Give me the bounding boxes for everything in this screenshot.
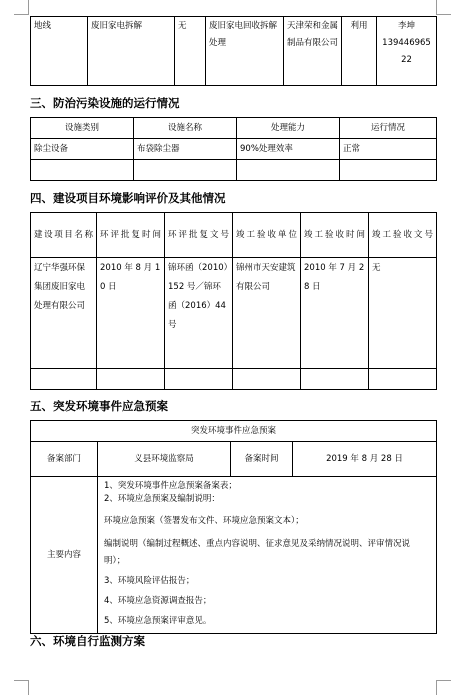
table-cell: 锦州市天安建筑有限公司 bbox=[233, 258, 301, 369]
table-cell: 天津荣和金属制品有限公司 bbox=[284, 17, 342, 86]
emergency-plan-table bbox=[30, 420, 437, 634]
table-cell: 正常 bbox=[340, 139, 437, 160]
list-item: 5、环境应急预案评审意见。 bbox=[104, 616, 212, 626]
column-header: 竣工验收单位 bbox=[233, 213, 301, 258]
table-cell: 2010 年 7 月 28 日 bbox=[301, 258, 369, 369]
section-heading: 三、防治污染设施的运行情况 bbox=[30, 96, 180, 110]
column-header: 建设项目名称 bbox=[31, 213, 97, 258]
list-item: 环境应急预案（签署发布文件、环境应急预案文本）； bbox=[104, 516, 304, 526]
table-header-row bbox=[31, 118, 437, 139]
table-cell bbox=[31, 369, 97, 390]
table-cell: 锦环函（2010）152 号／锦环函（2016）44 号 bbox=[165, 258, 233, 369]
table-row bbox=[31, 477, 437, 634]
table-title-row bbox=[31, 421, 437, 442]
content-list bbox=[98, 477, 437, 634]
table-cell bbox=[301, 369, 369, 390]
table-row bbox=[31, 139, 437, 160]
table-cell bbox=[233, 369, 301, 390]
section-heading: 五、突发环境事件应急预案 bbox=[30, 399, 168, 413]
crop-mark-top-right bbox=[436, 0, 451, 15]
list-item: 3、环境风险评估报告； bbox=[104, 576, 195, 586]
record-time-label: 备案时间 bbox=[231, 442, 293, 477]
record-dept-label: 备案部门 bbox=[31, 442, 98, 477]
record-dept-value: 义县环境监察局 bbox=[98, 442, 231, 477]
section-heading: 四、建设项目环境影响评价及其他情况 bbox=[30, 191, 226, 205]
column-header: 运行情况 bbox=[340, 118, 437, 139]
table-cell bbox=[340, 160, 437, 181]
table-row bbox=[31, 17, 437, 86]
column-header: 环评批复文号 bbox=[165, 213, 233, 258]
list-item: 1、突发环境事件应急预案备案表； bbox=[104, 481, 237, 491]
table-cell: 90%处理效率 bbox=[237, 139, 340, 160]
table-cell: 废旧家电回收拆解处理 bbox=[206, 17, 284, 86]
table-cell: 辽宁华强环保集团废旧家电处理有限公司 bbox=[31, 258, 97, 369]
table-row bbox=[31, 258, 437, 369]
section-heading: 六、环境自行监测方案 bbox=[30, 634, 145, 648]
table-row bbox=[31, 442, 437, 477]
pollution-facility-table bbox=[30, 117, 437, 181]
column-header: 竣工验收时间 bbox=[301, 213, 369, 258]
table-cell: 无 bbox=[369, 258, 437, 369]
contact-phone: 13944696522 bbox=[382, 38, 431, 65]
column-header: 环评批复时间 bbox=[97, 213, 165, 258]
table-cell: 2010 年 8 月 10 日 bbox=[97, 258, 165, 369]
table-header-row bbox=[31, 213, 437, 258]
crop-mark-top-left bbox=[14, 0, 29, 15]
hazardous-waste-table bbox=[30, 16, 437, 86]
table-cell: 布袋除尘器 bbox=[134, 139, 237, 160]
contact-name: 李坤 bbox=[397, 21, 415, 31]
contact-cell bbox=[377, 17, 437, 86]
content-label: 主要内容 bbox=[31, 477, 98, 634]
table-cell bbox=[237, 160, 340, 181]
table-cell: 废旧家电拆解 bbox=[88, 17, 175, 86]
table-cell bbox=[31, 160, 134, 181]
table-cell bbox=[97, 369, 165, 390]
table-row-empty bbox=[31, 160, 437, 181]
table-cell: 地线 bbox=[31, 17, 88, 86]
record-time-value: 2019 年 8 月 28 日 bbox=[293, 442, 437, 477]
eia-table bbox=[30, 212, 437, 390]
column-header: 设施类别 bbox=[31, 118, 134, 139]
table-cell: 除尘设备 bbox=[31, 139, 134, 160]
table-cell bbox=[165, 369, 233, 390]
table-cell: 无 bbox=[175, 17, 206, 86]
column-header: 设施名称 bbox=[134, 118, 237, 139]
table-cell bbox=[369, 369, 437, 390]
table-row-empty bbox=[31, 369, 437, 390]
crop-mark-bottom-left bbox=[14, 680, 29, 695]
column-header: 处理能力 bbox=[237, 118, 340, 139]
list-item: 4、环境应急资源调查报告； bbox=[104, 596, 212, 606]
table-title: 突发环境事件应急预案 bbox=[31, 421, 437, 442]
list-item: 编制说明（编制过程概述、重点内容说明、征求意见及采纳情况说明、评审情况说明）； bbox=[104, 539, 411, 566]
crop-mark-bottom-right bbox=[436, 680, 451, 695]
table-cell bbox=[134, 160, 237, 181]
table-cell: 利用 bbox=[342, 17, 377, 86]
column-header: 竣工验收文号 bbox=[369, 213, 437, 258]
list-item: 2、环境应急预案及编制说明： bbox=[104, 494, 220, 504]
